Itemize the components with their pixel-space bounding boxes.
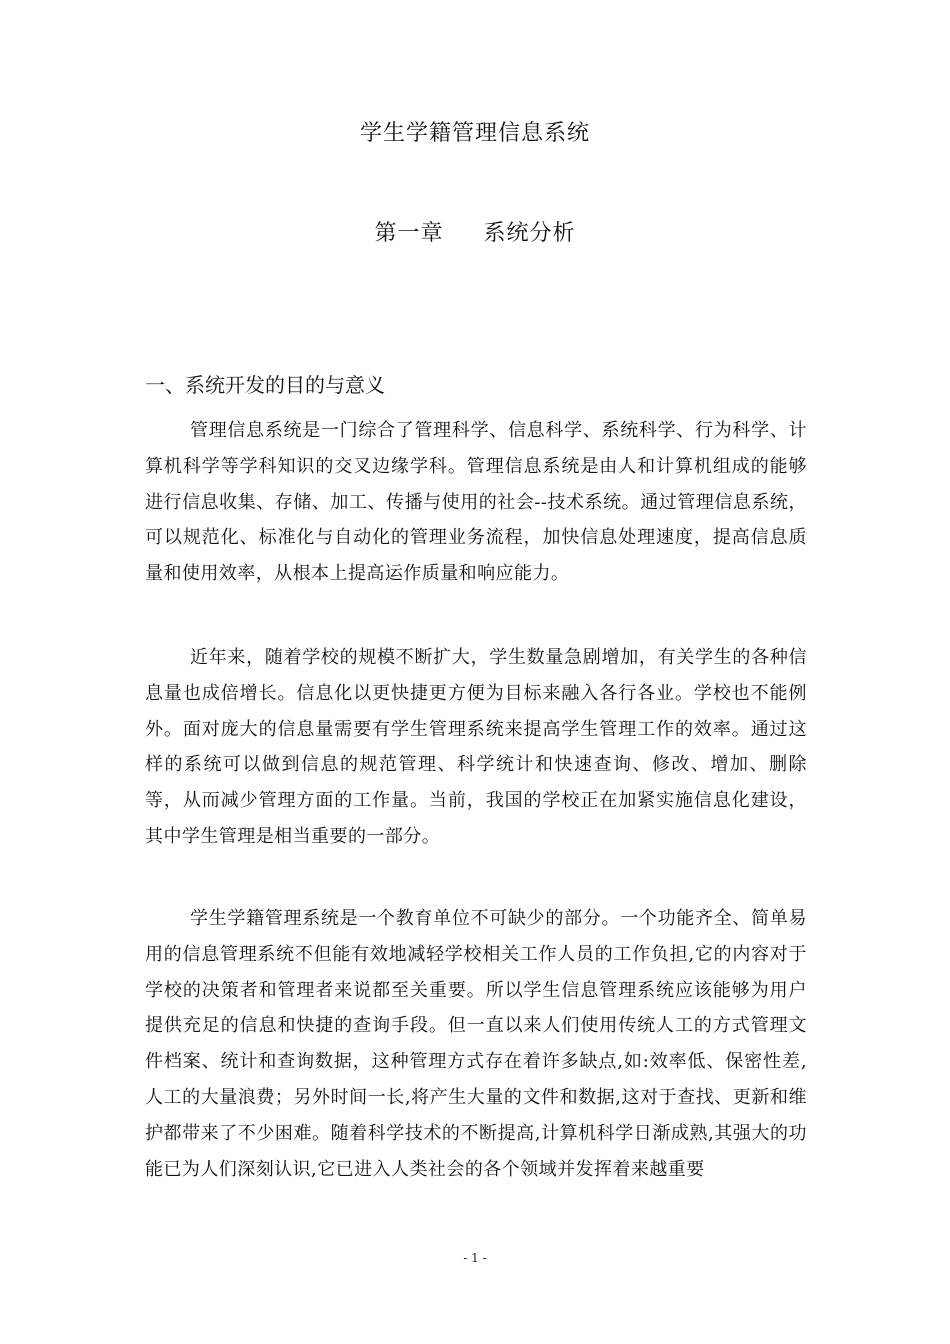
page-number: - 1 - bbox=[463, 1251, 487, 1265]
body-paragraph-3: 学生学籍管理系统是一个教育单位不可缺少的部分。一个功能齐全、简单易用的信息管理系统不但能有效地减轻学校相关工作人员的工作负担,它的内容对于学校的决策者和管理者来说都至关重要。所以学生信息管理系统应该能够为用户提供充足的信息和快捷的查询手段。但一直以来人们使用传统人工的方式管理文件档案、统计和查询数据，这种管理方式存在着许多缺点,如:效率低、保密性差,人工的大量浪费；另外时间一长,将产生大量的文件和数据,这对于查找、更新和维护都带来了不少困难。随着科学技术的不断提高,计算机科学日渐成熟,其强大的功能已为人们深刻认识,它已进入人类社会的各个领域并发挥着来越重要 bbox=[145, 908, 807, 1180]
body-paragraph-1: 管理信息系统是一门综合了管理科学、信息科学、系统科学、行为科学、计算机科学等学科知识的交叉边缘学科。管理信息系统是由人和计算机组成的能够进行信息收集、存储、加工、传播与使用的社会--技术系统。通过管理信息系统，可以规范化、标准化与自动化的管理业务流程，加快信息处理速度，提高信息质量和使用效率，从根本上提高运作质量和响应能力。 bbox=[145, 420, 807, 585]
document-title: 学生学籍管理信息系统 bbox=[359, 121, 590, 146]
section-heading: 一、系统开发的目的与意义 bbox=[145, 373, 385, 397]
chapter-number: 第一章 bbox=[374, 221, 444, 246]
body-paragraph-2: 近年来，随着学校的规模不断扩大，学生数量急剧增加，有关学生的各种信息量也成倍增长。信息化以更快捷更方便为目标来融入各行各业。学校也不能例外。面对庞大的信息量需要有学生管理系统来提高学生管理工作的效率。通过这样的系统可以做到信息的规范管理、科学统计和快速查询、修改、增加、删除等，从而减少管理方面的工作量。当前，我国的学校正在加紧实施信息化建设，其中学生管理是相当重要的一部分。 bbox=[145, 647, 807, 847]
chapter-title bbox=[0, 216, 950, 252]
chapter-name: 系统分析 bbox=[483, 221, 576, 246]
